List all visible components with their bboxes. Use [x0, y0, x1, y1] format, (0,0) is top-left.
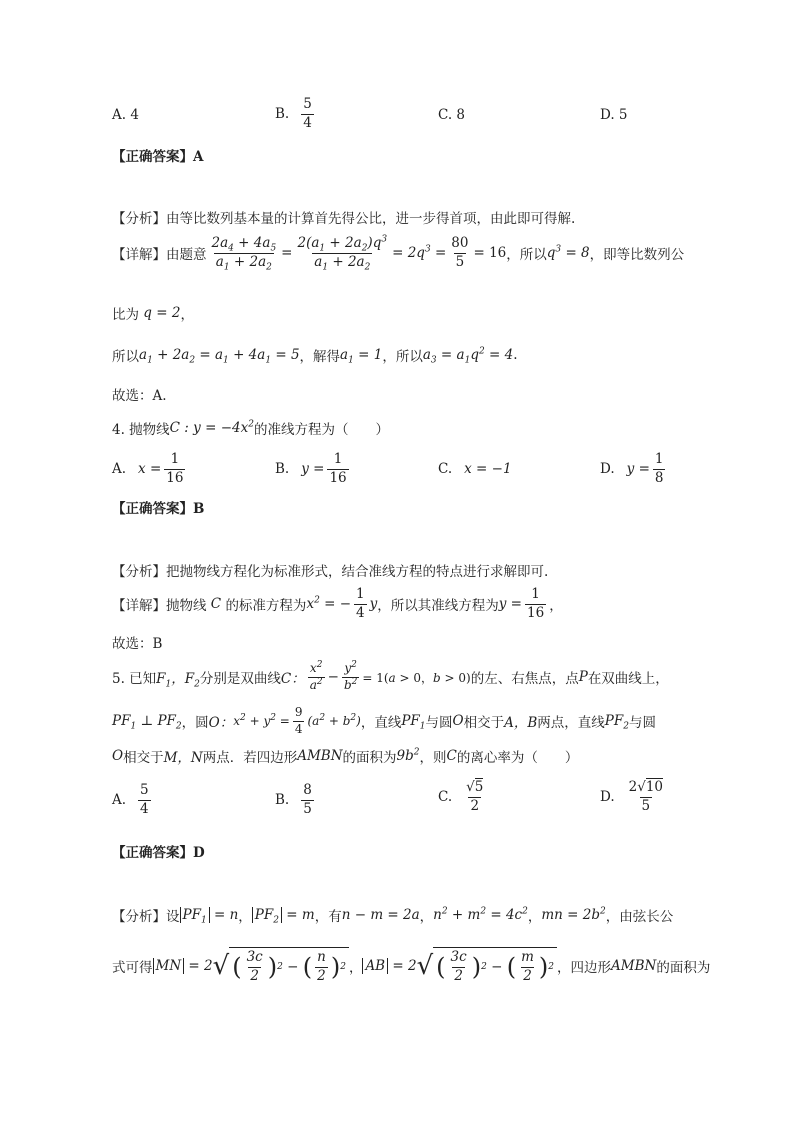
q3-detail-line2: 比为 q = 2 ， — [112, 305, 194, 323]
q5-stem-line1: 5. 已知 $F_1$，$F_2$ 分别是双曲线 C： $\frac{x^2}{a^2}$ − $\frac{y^2}{b^2}$ = 1(a > 0，b > 0) 的左、右焦点，点 P 在双曲线上， — [112, 660, 669, 692]
q5-option-d: D. $\frac{2√10}{5}$ — [600, 779, 664, 814]
q5-stem-line2: $PF_1$ ⊥ $PF_2$ ，圆 O： $x^2 + y^2$ = $\frac{9}{4}$ $(a^2 + b^2)$ ，直线 $PF_1$ 与圆 O 相交于 A，B 两点，直线 $PF_2$ 与圆 — [112, 705, 656, 736]
q5-option-b: B. $\frac{8}{5}$ — [275, 782, 312, 817]
q4-option-d: D. y = $\frac{1}{8}$ — [600, 451, 664, 486]
q5-analysis-line2: 式可得 MN = 2 √ ( $\frac{3c}{2}$ ) 2 − ( $\frac{n}{2}$ ) 2 ， AB = 2 √ ( $\frac{3c}{2}$ ) 2 − ( $\frac{m}{2}$ ) 2 ，四边形 AMBN 的面积为 — [112, 949, 711, 984]
q3-option-a: A. 4 — [112, 107, 139, 123]
q4-stem: 4. 抛物线 C : $y = -4x^2$ 的准线方程为（ ） — [112, 419, 389, 438]
q4-answer: 【正确答案】B — [112, 501, 205, 517]
q5-answer: 【正确答案】D — [112, 845, 205, 861]
q3-analysis: 【分析】由等比数列基本量的计算首先得公比，进一步得首项，由此即可得解. — [112, 211, 576, 227]
q5-option-c: C. $\frac{√5}{2}$ — [438, 779, 484, 814]
q4-analysis: 【分析】把抛物线方程化为标准形式，结合准线方程的特点进行求解即可. — [112, 564, 549, 580]
q4-option-b: B. y = $\frac{1}{16}$ — [275, 451, 347, 486]
q3-option-d: D. 5 — [600, 107, 628, 123]
q3-detail-line3: 所以 $a_1 + 2a_2 = a_1 + 4a_1 = 5$ ，解得 $a_1 = 1$ ，所以 $a_3 = a_1q^2 = 4$ . — [112, 346, 518, 366]
q3-option-c: C. 8 — [438, 107, 466, 123]
q3-detail-line1: 【详解】由题意 $\frac{2a_4 + 4a_5}{a_1 + 2a_2}$ = $\frac{2(a_1 + 2a_2)q^3}{a_1 + 2a_2}$ = $2q^3$ = $\frac{80}{5}$ = 16 ，所以 $q^3 = 8$ ，即等比数列公 — [112, 234, 685, 273]
q3-answer: 【正确答案】A — [112, 149, 204, 165]
q4-detail: 【详解】抛物线 C 的标准方程为 $x^2$ = − $\frac{1}{4}$ y ，所以其准线方程为 y = $\frac{1}{16}$ ， — [112, 586, 563, 621]
q5-analysis-line1: 【分析】设 $PF_1$ = n ， $PF_2$ = m ，有 n − m = 2a ， $n^2 + m^2 = 4c^2$ ， mn = $2b^2$ ，由弦长公 — [112, 906, 674, 926]
q4-option-a: A. x = $\frac{1}{16}$ — [112, 451, 184, 486]
q4-option-c: C. x = −1 — [438, 461, 512, 477]
q3-option-b: B. $\frac{5}{4}$ — [275, 96, 312, 131]
q4-conclusion: 故选：B — [112, 636, 163, 652]
q3-conclusion: 故选：A. — [112, 388, 167, 404]
q5-option-a: A. $\frac{5}{4}$ — [112, 782, 149, 817]
q5-stem-line3: O 相交于 M，N 两点．若四边形 AMBN 的面积为 $9b^2$ ，则 C 的离心率为（ ） — [112, 747, 579, 766]
